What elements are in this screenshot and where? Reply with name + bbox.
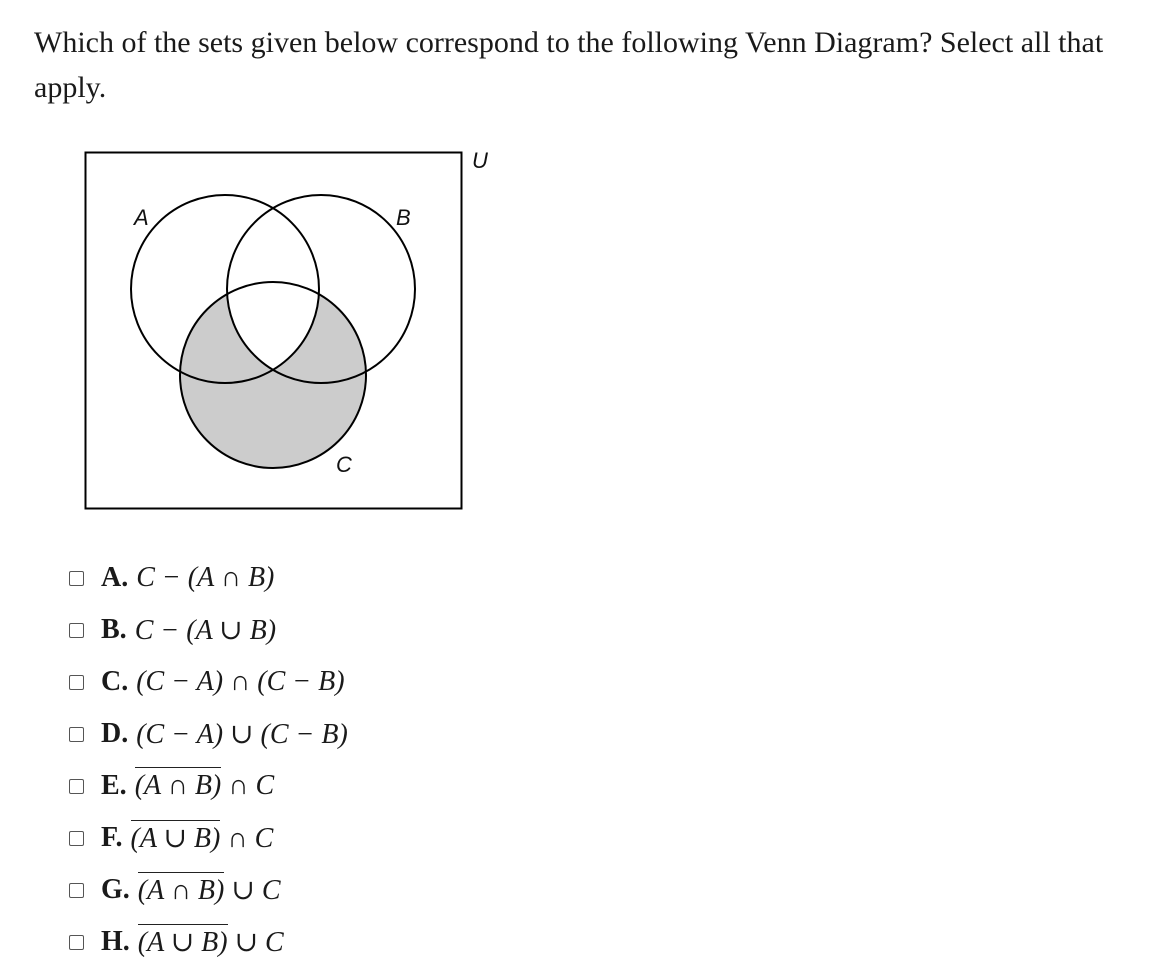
option-g[interactable]	[66, 864, 348, 916]
venn-diagram	[0, 0, 520, 530]
checkbox-g[interactable]	[69, 883, 84, 898]
option-c[interactable]	[66, 656, 348, 708]
option-expression	[138, 873, 281, 907]
overlined-term: (A ∩ B)	[138, 872, 225, 906]
option-letter: D.	[101, 718, 129, 749]
checkbox-c[interactable]	[69, 675, 84, 690]
expression-remainder: ∩ C	[221, 770, 275, 801]
option-letter: C.	[101, 666, 129, 697]
overlined-term: (A ∩ B)	[135, 767, 222, 801]
option-d[interactable]	[66, 708, 348, 760]
option-letter: A.	[101, 562, 129, 593]
option-letter: H.	[101, 926, 130, 957]
expression-remainder: ∪ C	[227, 927, 284, 958]
checkbox-b[interactable]	[69, 623, 84, 638]
option-letter: F.	[101, 822, 123, 853]
option-letter: E.	[101, 770, 127, 801]
option-expression	[131, 821, 274, 855]
option-e[interactable]	[66, 760, 348, 812]
answer-options	[66, 552, 348, 968]
shaded-region	[180, 208, 366, 468]
universe-label: U	[472, 148, 488, 173]
checkbox-f[interactable]	[69, 831, 84, 846]
option-expression: C − (A ∪ B)	[134, 615, 277, 646]
option-expression: C − (A ∩ B)	[136, 562, 275, 593]
checkbox-a[interactable]	[69, 571, 84, 586]
option-expression	[138, 925, 284, 959]
checkbox-d[interactable]	[69, 727, 84, 742]
option-h[interactable]	[66, 916, 348, 968]
option-expression	[135, 770, 274, 802]
checkbox-e[interactable]	[69, 779, 84, 794]
expression-remainder: ∪ C	[224, 875, 281, 906]
set-c-label: C	[336, 452, 352, 477]
checkbox-h[interactable]	[69, 935, 84, 950]
option-expression: (C − A) ∩ (C − B)	[136, 666, 345, 697]
option-letter: G.	[101, 874, 130, 905]
set-a-label: A	[134, 205, 149, 230]
expression-remainder: ∩ C	[220, 823, 274, 854]
overlined-term: (A ∪ B)	[138, 924, 228, 958]
question-text: Which of the sets given below correspond to the following Venn Diagram? Select all that apply.	[34, 26, 1104, 104]
option-b[interactable]	[66, 604, 348, 656]
overlined-term: (A ∪ B)	[131, 820, 221, 854]
set-b-label: B	[396, 205, 411, 230]
option-letter: B.	[101, 614, 127, 645]
option-a[interactable]	[66, 552, 348, 604]
option-expression: (C − A) ∪ (C − B)	[136, 719, 348, 750]
option-f[interactable]	[66, 812, 348, 864]
